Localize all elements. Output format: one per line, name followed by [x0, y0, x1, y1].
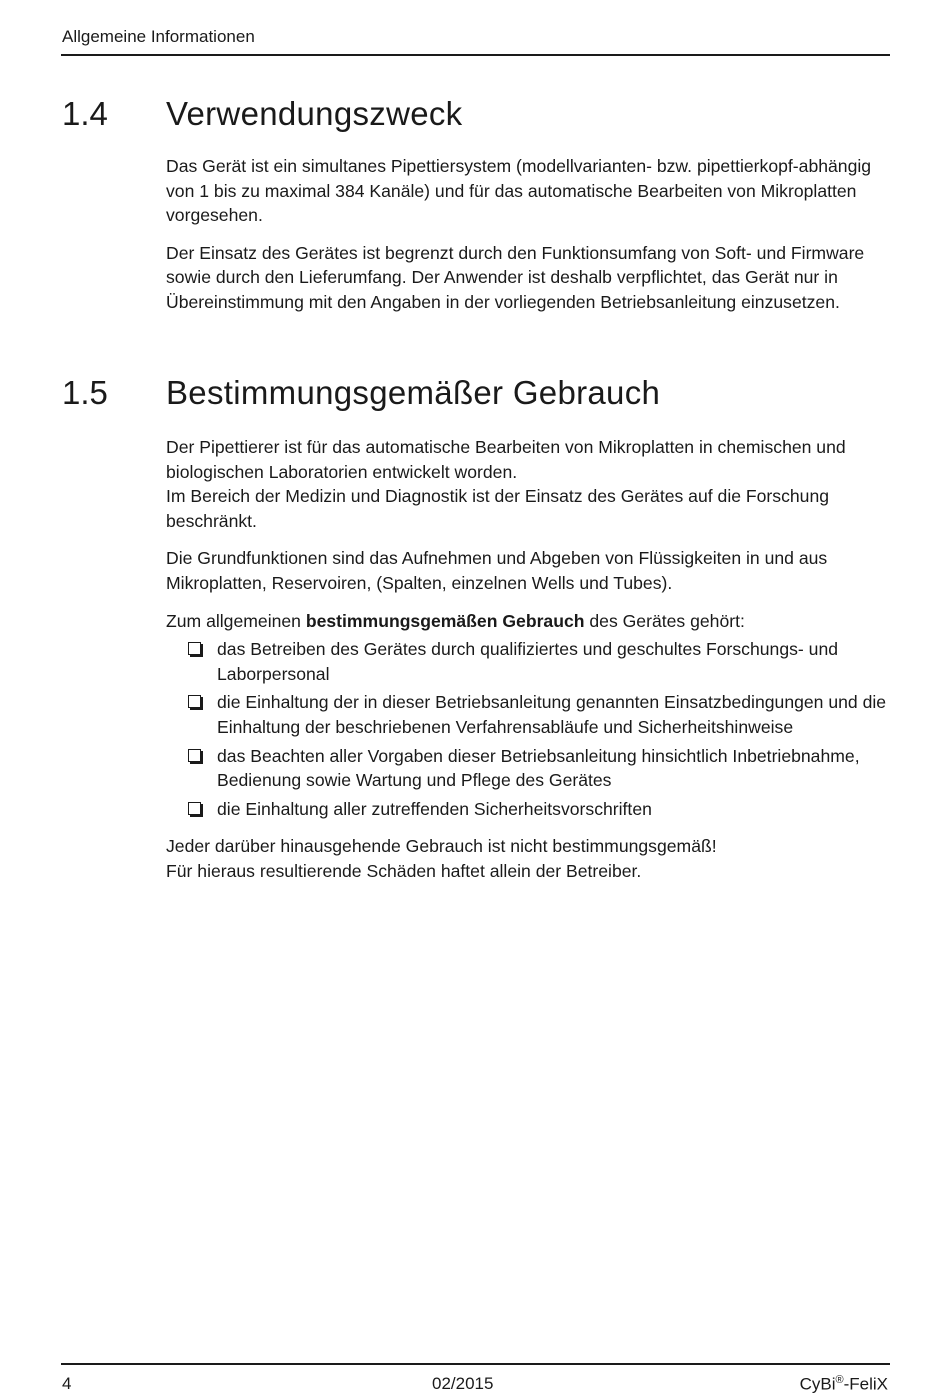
section-title: Bestimmungsgemäßer Gebrauch	[166, 374, 661, 411]
list-item-text: das Betreiben des Gerätes durch qualifiziertes und geschultes Forschungs- und Laborpersonal	[217, 639, 839, 684]
list-item	[166, 637, 890, 686]
checkbox-icon	[188, 695, 201, 708]
registered-mark: ®	[835, 1374, 844, 1386]
footer-rule	[61, 1363, 890, 1365]
list-item	[166, 744, 890, 793]
paragraph-line: Im Bereich der Medizin und Diagnostik ist der Einsatz des Gerätes auf die Forschung beschränkt.	[166, 486, 830, 531]
list-item	[166, 797, 890, 822]
closing-line: Für hieraus resultierende Schäden haftet allein der Betreiber.	[166, 860, 642, 881]
footer-date: 02/2015	[432, 1374, 494, 1393]
list-item	[166, 690, 890, 739]
closing-paragraph	[166, 834, 890, 883]
product-name	[800, 1374, 888, 1395]
section-1-5-body	[166, 435, 890, 884]
checkbox-icon	[188, 802, 201, 815]
product-suffix: -FeliX	[843, 1374, 888, 1394]
checkbox-icon	[188, 749, 201, 762]
paragraph-line: Der Pipettierer ist für das automatische Bearbeiten von Mikroplatten in chemischen und biologischen Laboratorien entwickelt worden.	[166, 437, 846, 482]
intro-bold: bestimmungsgemäßen Gebrauch	[305, 610, 585, 631]
intro-suffix: des Gerätes gehört:	[584, 610, 745, 631]
page-number: 4	[62, 1374, 72, 1393]
checkbox-list	[166, 637, 890, 821]
section-1-4-body	[166, 154, 890, 315]
paragraph: Die Grundfunktionen sind das Aufnehmen und Abgeben von Flüssigkeiten in und aus Mikroplatten, Reservoiren, (Spalten, einzelnen Wells und Tubes).	[166, 548, 828, 593]
checkbox-icon	[188, 642, 201, 655]
list-item-text: die Einhaltung aller zutreffenden Sicherheitsvorschriften	[217, 798, 652, 819]
intro-prefix: Zum allgemeinen	[166, 610, 306, 631]
paragraph: Das Gerät ist ein simultanes Pipettiersystem (modellvarianten- bzw. pipettierkopf-abhängig von 1 bis zu maximal 384 Kanäle) und für das automatische Bearbeiten von Mikroplatten vorgesehen.	[166, 156, 872, 226]
closing-line: Jeder darüber hinausgehende Gebrauch ist nicht bestimmungsgemäß!	[166, 836, 717, 857]
section-title: Verwendungszweck	[166, 95, 463, 132]
section-number: 1.4	[62, 95, 108, 132]
product-prefix: CyBi	[799, 1374, 836, 1394]
paragraph	[166, 435, 890, 533]
paragraph: Der Einsatz des Gerätes ist begrenzt durch den Funktionsumfang von Soft- und Firmware sowie durch den Lieferumfang. Der Anwender ist deshalb verpflichtet, das Gerät nur in Übereinstimmung mit den Angaben in der vorliegenden Betriebsanleitung einzusetzen.	[166, 242, 865, 312]
list-intro	[166, 609, 890, 634]
list-item-text: die Einhaltung der in dieser Betriebsanleitung genannten Einsatzbedingungen und die Einhaltung der beschriebenen Verfahrensabläufe und Sicherheitshinweise	[217, 692, 887, 737]
running-title: Allgemeine Informationen	[62, 27, 255, 46]
section-number: 1.5	[62, 374, 108, 411]
list-item-text: das Beachten aller Vorgaben dieser Betriebsanleitung hinsichtlich Inbetriebnahme, Bedienung sowie Wartung und Pflege des Gerätes	[217, 745, 860, 791]
header-rule	[61, 54, 890, 56]
